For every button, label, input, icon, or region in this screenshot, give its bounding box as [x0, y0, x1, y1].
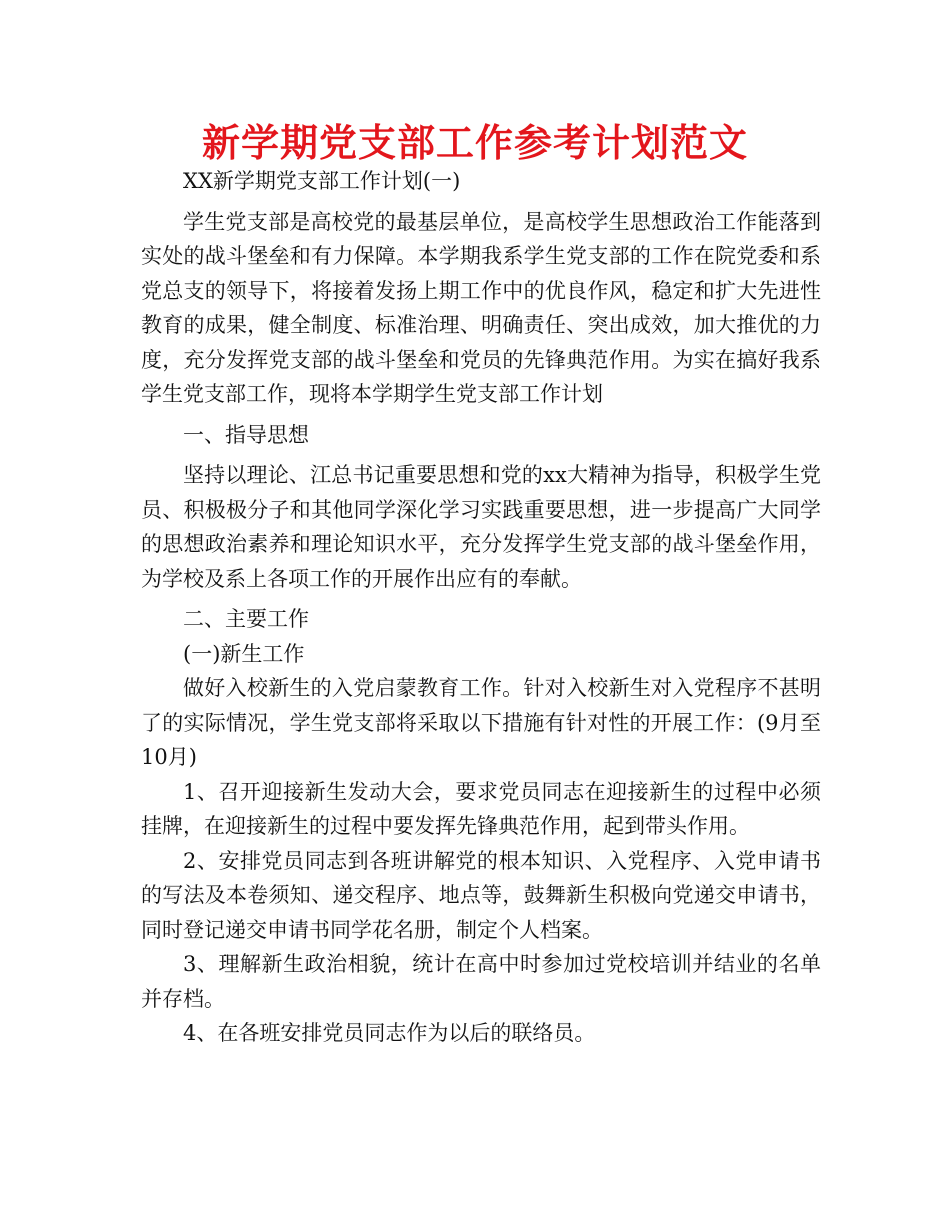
list-item-2: 2、安排党员同志到各班讲解党的根本知识、入党程序、入党申请书的写法及本卷须知、递交程序、地点等，鼓舞新生积极向党递交申请书，同时登记递交申请书同学花名册，制定个人档案。 — [141, 848, 821, 942]
list-item-4: 4、在各班安排党员同志作为以后的联络员。 — [183, 1021, 596, 1045]
heading-guiding-ideology: 一、指导思想 — [183, 422, 309, 447]
document-subtitle: XX新学期党支部工作计划(一) — [183, 169, 461, 193]
heading-main-work: 二、主要工作 — [183, 607, 309, 631]
list-item-1: 1、召开迎接新生发动大会，要求党员同志在迎接新生的过程中必须挂牌，在迎接新生的过程中要发挥先锋典范作用，起到带头作用。 — [141, 779, 821, 838]
paragraph-intro: 学生党支部是高校党的最基层单位，是高校学生思想政治工作能落到实处的战斗堡垒和有力保障。本学期我系学生党支部的工作在院党委和系党总支的领导下，将接着发扬上期工作中的优良作风，稳定和扩大先进性教育的成果，健全制度、标准治理、明确责任、突出成效，加大推优的力度，充分发挥党支部的战斗堡垒和党员的先锋典范作用。为实在搞好我系学生党支部工作，现将本学期学生党支部工作计划 — [141, 209, 821, 406]
paragraph-new-student-work: 做好入校新生的入党启蒙教育工作。针对入校新生对入党程序不甚明了的实际情况，学生党支部将采取以下措施有针对性的开展工作：(9月至10月) — [141, 676, 821, 769]
document-title: 新学期党支部工作参考计划范文 — [201, 121, 748, 165]
heading-new-student-work: (一)新生工作 — [183, 641, 305, 666]
list-item-3: 3、理解新生政治相貌，统计在高中时参加过党校培训并结业的名单并存档。 — [141, 952, 821, 1011]
paragraph-guiding-ideology: 坚持以理论、江总书记重要思想和党的xx大精神为指导，积极学生党员、积极极分子和其他同学深化学习实践重要思想，进一步提高广大同学的思想政治素养和理论知识水平，充分发挥学生党支部的战斗堡垒作用，为学校及系上各项工作的开展作出应有的奉献。 — [141, 463, 821, 591]
document-body — [141, 164, 821, 1051]
